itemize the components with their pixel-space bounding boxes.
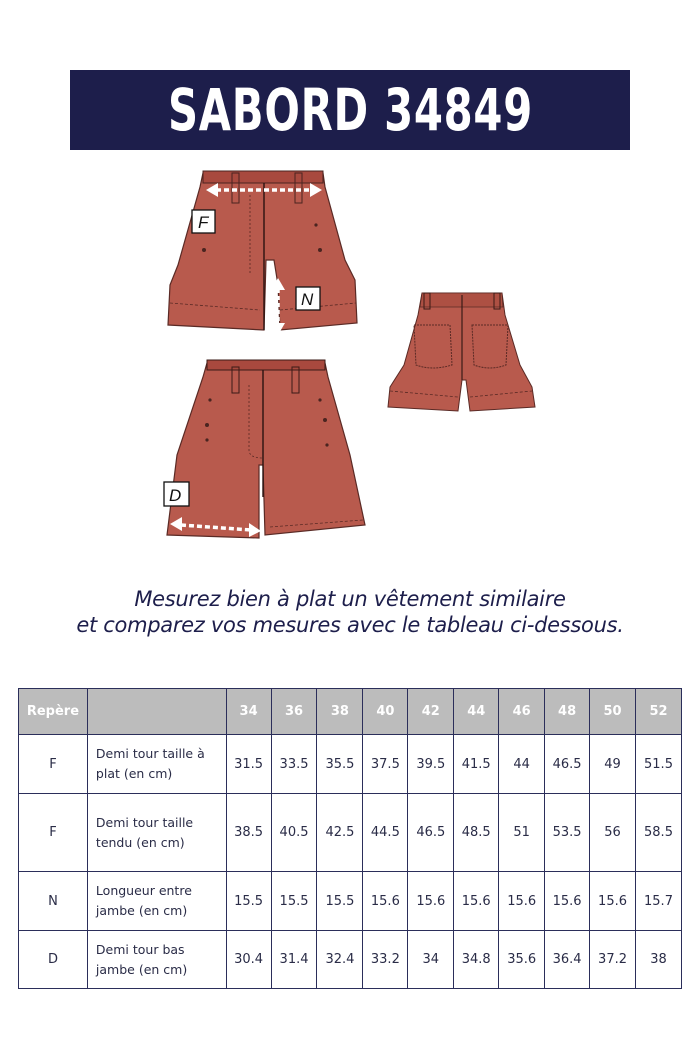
row-marker: N: [19, 872, 88, 931]
table-header-row: [19, 689, 682, 735]
cell-value: 32.4: [317, 931, 363, 989]
row-marker: F: [19, 794, 88, 872]
row-marker: D: [19, 931, 88, 989]
desc-line: plat (en cm): [95, 766, 173, 781]
header-size: 40: [363, 689, 408, 735]
measure-label-N: N: [301, 290, 314, 309]
cell-value: 46.5: [545, 735, 590, 794]
shorts-back-view: [380, 285, 550, 420]
cell-value: 38.5: [226, 794, 271, 872]
desc-line: tendu (en cm): [95, 834, 185, 850]
cell-value: 31.4: [271, 931, 317, 989]
cell-value: 58.5: [635, 794, 681, 872]
cell-value: 33.5: [271, 735, 317, 794]
product-title: SABORD 34849: [167, 76, 533, 144]
cell-value: 38: [635, 931, 681, 989]
cell-value: 44: [499, 735, 545, 794]
cell-value: 41.5: [454, 735, 499, 794]
header-size: 46: [499, 689, 545, 735]
header-size: 48: [545, 689, 590, 735]
cell-value: 33.2: [363, 931, 408, 989]
cell-value: 46.5: [408, 794, 454, 872]
shorts-front-view-bottom: [155, 355, 380, 545]
cell-value: 53.5: [545, 794, 590, 872]
cell-value: 37.5: [363, 735, 408, 794]
cell-value: 51.5: [635, 735, 681, 794]
header-size: 50: [590, 689, 636, 735]
table-row: [19, 931, 682, 989]
instructions-caption: [0, 586, 700, 638]
table-row: [19, 794, 682, 872]
cell-value: 42.5: [317, 794, 363, 872]
cell-value: 15.5: [317, 872, 363, 931]
desc-line: jambe (en cm): [95, 903, 188, 918]
cell-value: 15.5: [271, 872, 317, 931]
table-row: [19, 872, 682, 931]
desc-line: Demi tour taille à: [95, 746, 205, 761]
cell-value: 36.4: [545, 931, 590, 989]
cell-value: 15.6: [545, 872, 590, 931]
measure-label-D: D: [169, 486, 182, 505]
title-banner: [70, 70, 630, 150]
cell-value: 15.6: [499, 872, 545, 931]
cell-value: 37.2: [590, 931, 636, 989]
measure-label-F: F: [198, 213, 209, 232]
shorts-front-view-top: [160, 165, 380, 340]
row-description: [87, 872, 226, 931]
size-chart-table: [18, 688, 682, 989]
cell-value: 15.6: [363, 872, 408, 931]
cell-value: 49: [590, 735, 636, 794]
header-size: 44: [454, 689, 499, 735]
cell-value: 44.5: [363, 794, 408, 872]
caption-line-2: et comparez vos mesures avec le tableau ci-dessous.: [76, 613, 624, 637]
row-description: [87, 794, 226, 872]
desc-line: Demi tour taille: [95, 814, 194, 830]
cell-value: 15.6: [408, 872, 454, 931]
cell-value: 51: [499, 794, 545, 872]
cell-value: 15.6: [454, 872, 499, 931]
row-description: [87, 735, 226, 794]
header-size: 36: [271, 689, 317, 735]
cell-value: 35.6: [499, 931, 545, 989]
caption-line-1: Mesurez bien à plat un vêtement similaire: [134, 587, 566, 611]
row-marker: F: [19, 735, 88, 794]
desc-line: Demi tour bas: [95, 941, 185, 957]
header-size: 34: [226, 689, 271, 735]
cell-value: 35.5: [317, 735, 363, 794]
cell-value: 34.8: [454, 931, 499, 989]
header-size: 42: [408, 689, 454, 735]
header-size: 38: [317, 689, 363, 735]
cell-value: 15.7: [635, 872, 681, 931]
cell-value: 15.5: [226, 872, 271, 931]
cell-value: 39.5: [408, 735, 454, 794]
table-row: [19, 735, 682, 794]
header-size: 52: [635, 689, 681, 735]
desc-line: jambe (en cm): [95, 961, 188, 977]
row-description: [87, 931, 226, 989]
header-description: [87, 689, 226, 735]
cell-value: 30.4: [226, 931, 271, 989]
cell-value: 15.6: [590, 872, 636, 931]
cell-value: 48.5: [454, 794, 499, 872]
cell-value: 34: [408, 931, 454, 989]
cell-value: 31.5: [226, 735, 271, 794]
cell-value: 40.5: [271, 794, 317, 872]
cell-value: 56: [590, 794, 636, 872]
header-repere: Repère: [19, 689, 88, 735]
desc-line: Longueur entre: [95, 883, 192, 898]
